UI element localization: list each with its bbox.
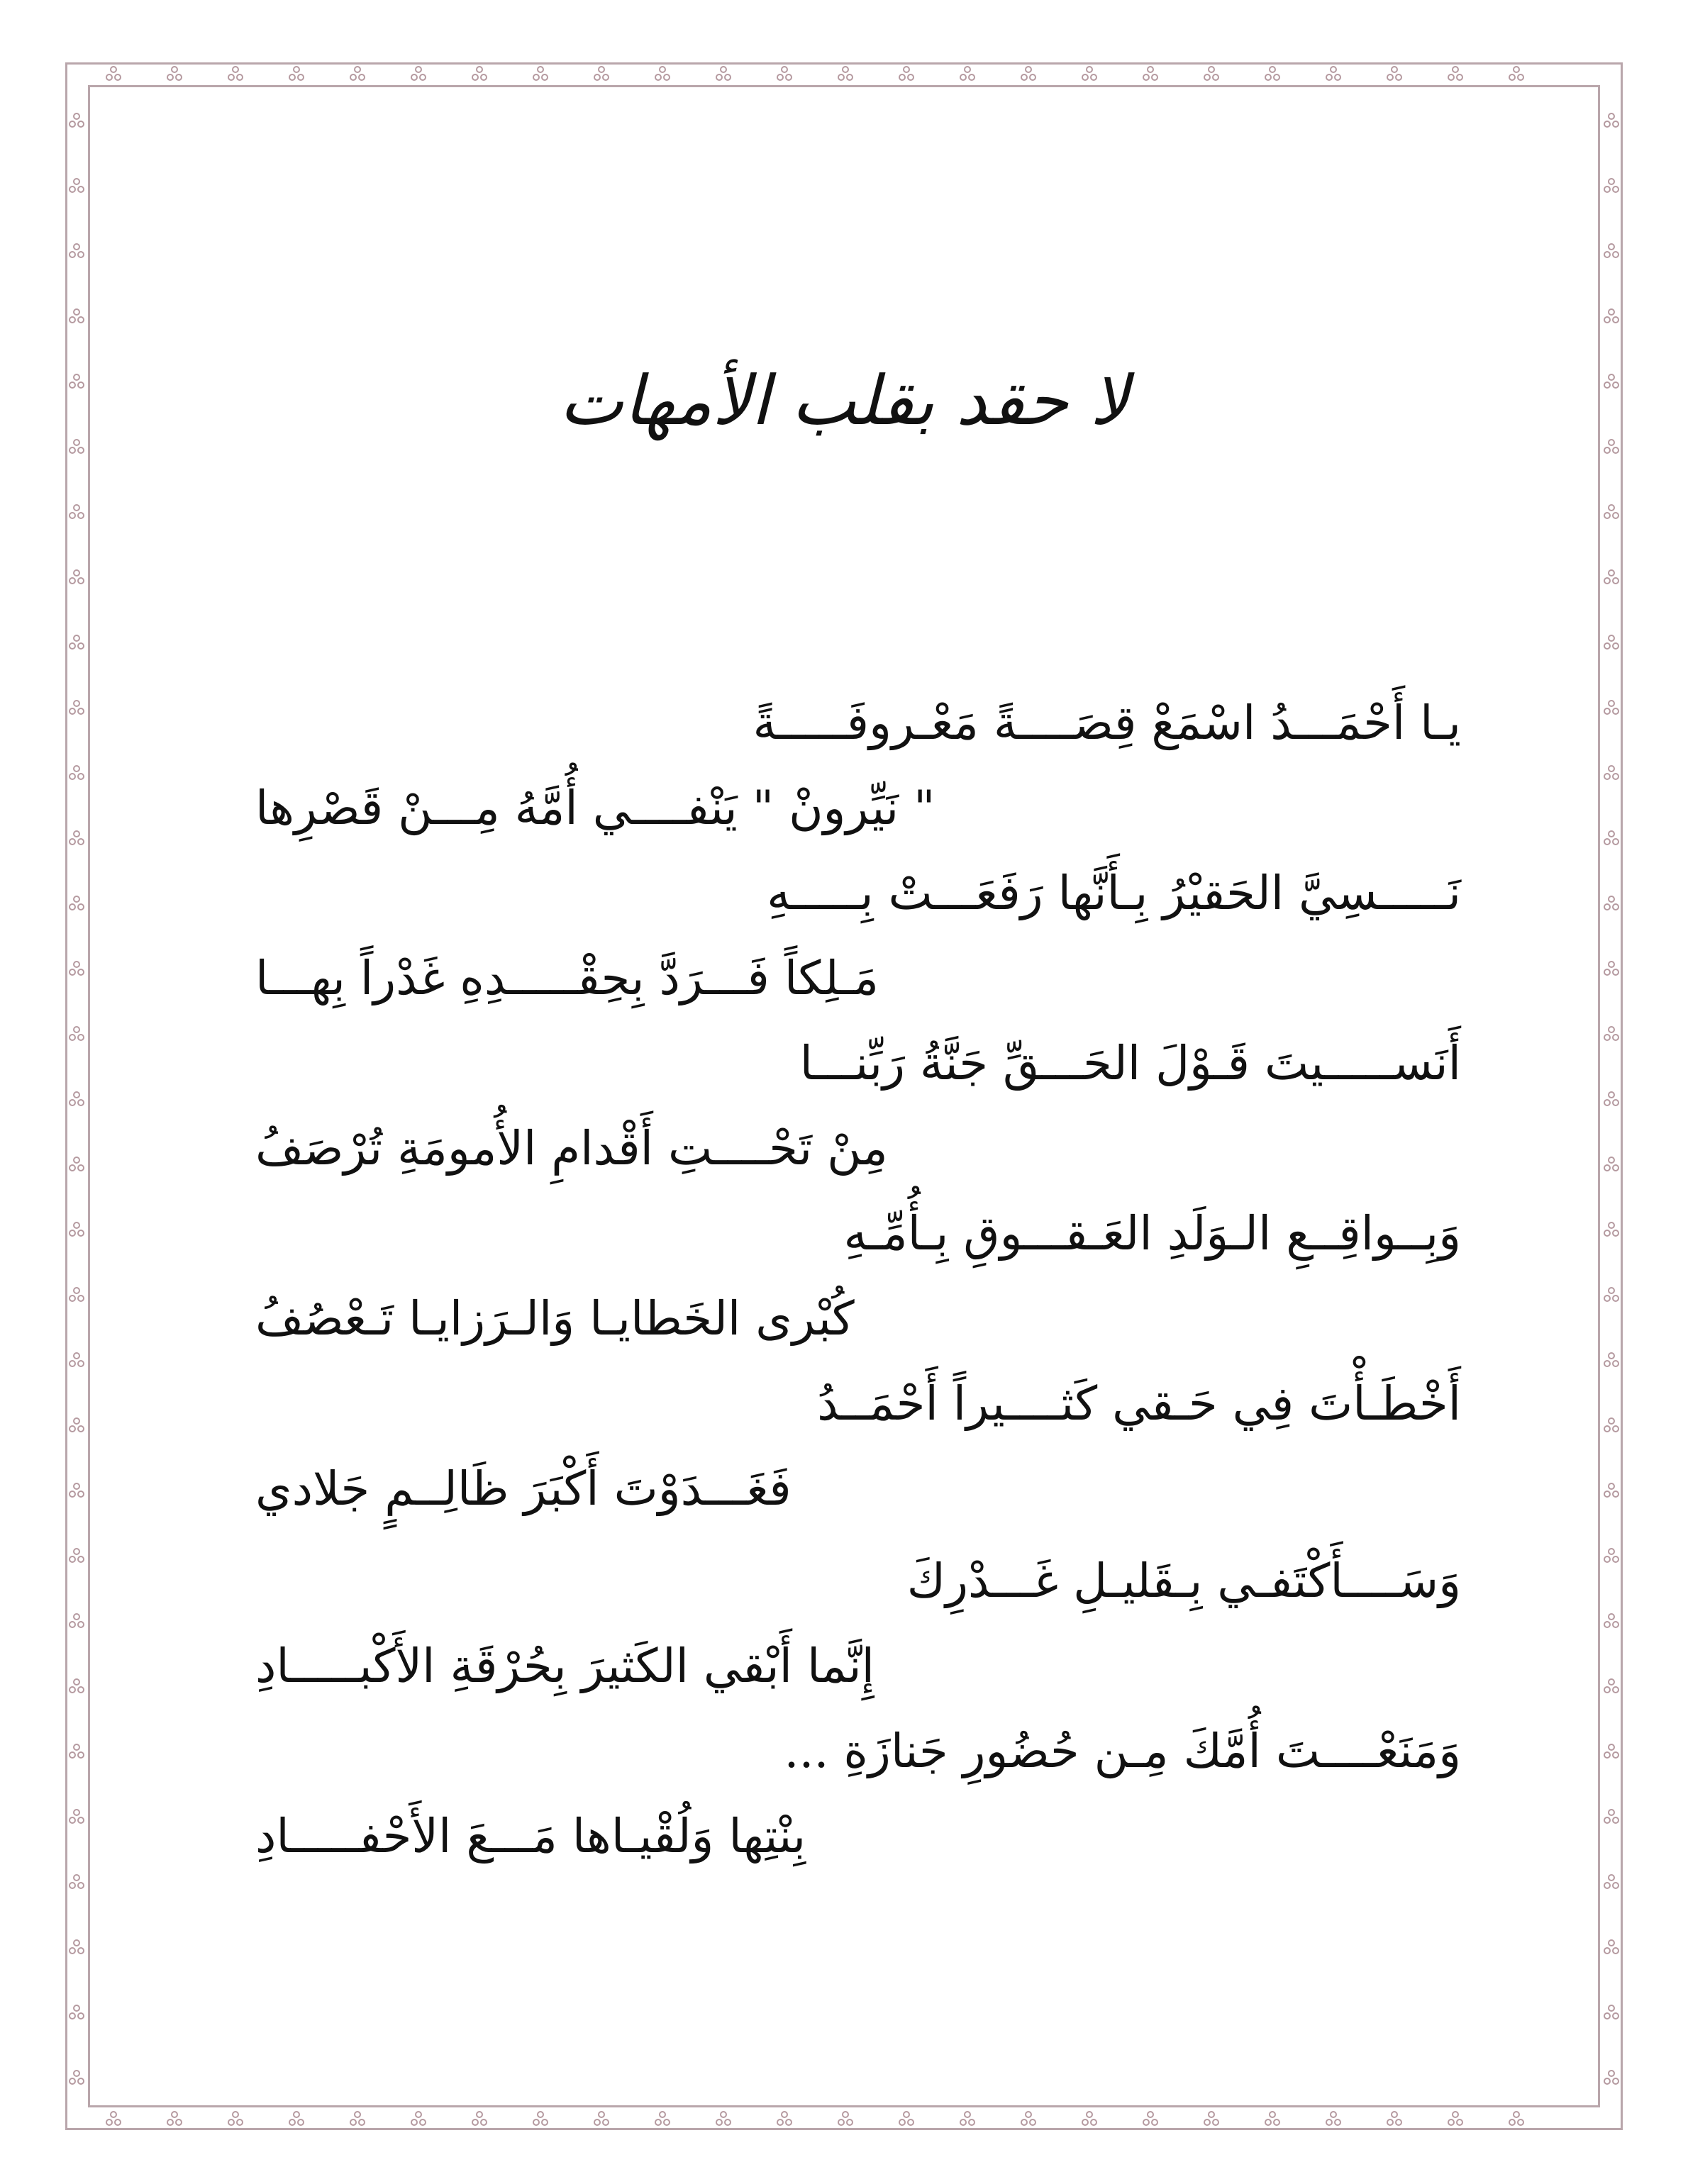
verse-line: إِنَّما أَبْقي الكَثيرَ بِحُرْقَةِ الأَكْبـــــادِ <box>255 1639 874 1693</box>
verse-line: نَـــــسِيَّ الحَقيْرُ بِـأَنَّها رَفَعَـــتْ بِـــــهِ <box>767 866 1461 920</box>
verse-line: كُبْرى الخَطايـا وَالـرَزايـا تَـعْصُفُ <box>255 1291 855 1346</box>
verse-line: بِنْتِها وَلُقْيـاها مَـــعَ الأَحْفـــــادِ <box>255 1809 806 1863</box>
verse-line: مَـلِكاً فَـــرَدَّ بِحِقْـــــدِهِ غَدْراً بِهـــا <box>255 951 879 1005</box>
poem-body <box>255 681 1461 1957</box>
verse-line: أَخْطَـأْتَ فِي حَـقي كَثــــيراً أَحْمَــدُ <box>817 1376 1461 1431</box>
verse-line: وَمَنَعْــــتَ أُمَّكَ مِـن حُضُورِ جَنازَةِ ... <box>784 1724 1461 1778</box>
verse-line: يـا أَحْمَـــدُ اسْمَعْ قِصَــــةً مَعْـروفَـــــةً <box>753 696 1461 750</box>
verse-line: " نَيِّرونْ " يَنْفــــي أُمَّهُ مِـــنْ قَصْرِها <box>255 781 935 835</box>
verse-line: وَبِــواقِــعِ الـوَلَدِ العَـقـــوقِ بِـأُمِّـهِ <box>843 1206 1461 1261</box>
verse-line: أَنَســـــيتَ قَـوْلَ الحَـــقِّ جَنَّةُ رَبِّنـــا <box>799 1036 1461 1091</box>
verse-line: مِنْ تَحْــــتِ أَقْدامِ الأُمومَةِ تُرْصَفُ <box>255 1121 888 1176</box>
poem-title: لا حقد بقلب الأمهات <box>559 361 1129 440</box>
verse-line: فَغَـــدَوْتَ أَكْبَرَ ظَالِــمٍ جَلادي <box>255 1461 792 1516</box>
verse-line: وَسَــــأَكْتَفـي بِـقَليـلِ غَـــدْرِكَ <box>906 1554 1461 1608</box>
